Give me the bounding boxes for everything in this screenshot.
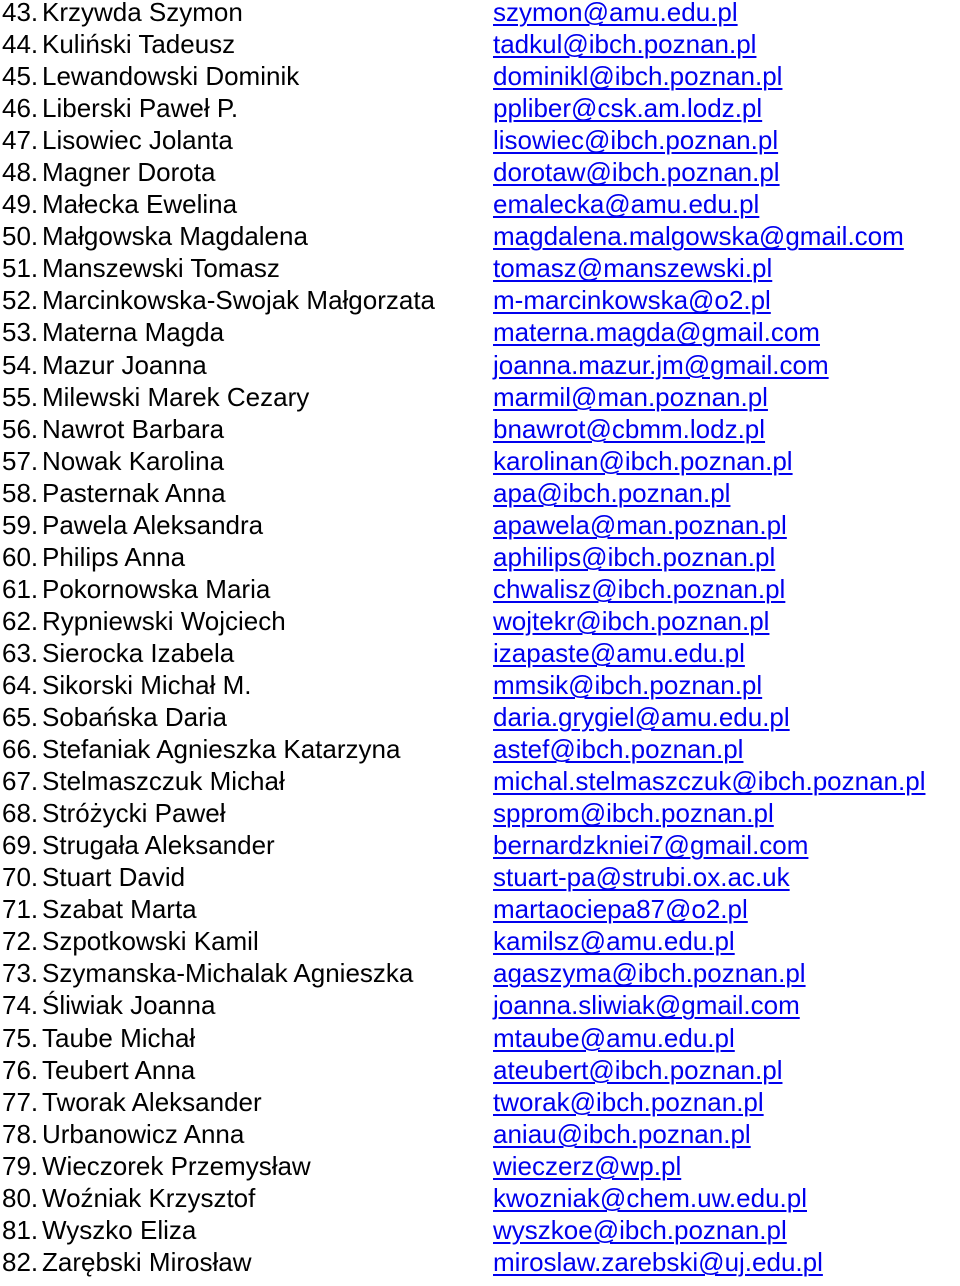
email-link[interactable]: joanna.mazur.jm@gmail.com bbox=[493, 349, 829, 380]
item-number: 63. bbox=[2, 637, 39, 668]
email-link[interactable]: aniau@ibch.poznan.pl bbox=[493, 1118, 751, 1149]
email-link[interactable]: lisowiec@ibch.poznan.pl bbox=[493, 125, 779, 156]
item-number: 73. bbox=[2, 958, 39, 989]
person-name: Krzywda Szymon bbox=[42, 0, 243, 27]
email-link[interactable]: martaociepa87@o2.pl bbox=[493, 894, 748, 925]
person-name: Nowak Karolina bbox=[42, 445, 225, 476]
list-item bbox=[0, 1150, 960, 1182]
item-number: 46. bbox=[2, 93, 39, 124]
person-name: Stróżycki Paweł bbox=[42, 798, 226, 829]
item-number: 72. bbox=[2, 926, 39, 957]
person-name: Sierocka Izabela bbox=[42, 637, 235, 668]
person-name: Strugała Aleksander bbox=[42, 830, 275, 861]
item-number: 69. bbox=[2, 830, 39, 861]
list-item bbox=[0, 477, 960, 509]
list-item bbox=[0, 509, 960, 541]
item-number: 47. bbox=[2, 125, 39, 156]
item-number: 78. bbox=[2, 1118, 39, 1149]
list-item bbox=[0, 92, 960, 124]
email-link[interactable]: daria.grygiel@amu.edu.pl bbox=[493, 702, 790, 733]
person-name: Śliwiak Joanna bbox=[42, 990, 216, 1021]
person-name: Woźniak Krzysztof bbox=[42, 1182, 256, 1213]
list-item bbox=[0, 829, 960, 861]
person-name: Wieczorek Przemysław bbox=[42, 1150, 311, 1181]
list-item bbox=[0, 124, 960, 156]
list-item bbox=[0, 765, 960, 797]
email-link[interactable]: wieczerz@wp.pl bbox=[493, 1150, 682, 1181]
list-item bbox=[0, 156, 960, 188]
email-link[interactable]: michal.stelmaszczuk@ibch.poznan.pl bbox=[493, 766, 926, 797]
list-item bbox=[0, 28, 960, 60]
email-link[interactable]: karolinan@ibch.poznan.pl bbox=[493, 445, 793, 476]
list-item bbox=[0, 413, 960, 445]
email-link[interactable]: tworak@ibch.poznan.pl bbox=[493, 1086, 764, 1117]
email-link[interactable]: apa@ibch.poznan.pl bbox=[493, 477, 731, 508]
item-number: 62. bbox=[2, 605, 39, 636]
email-link[interactable]: ppliber@csk.am.lodz.pl bbox=[493, 93, 763, 124]
person-name: Szpotkowski Kamil bbox=[42, 926, 259, 957]
email-link[interactable]: emalecka@amu.edu.pl bbox=[493, 189, 760, 220]
person-name: Stelmaszczuk Michał bbox=[42, 766, 285, 797]
list-item bbox=[0, 1022, 960, 1054]
item-number: 59. bbox=[2, 509, 39, 540]
list-item bbox=[0, 220, 960, 252]
email-link[interactable]: m-marcinkowska@o2.pl bbox=[493, 285, 771, 316]
item-number: 65. bbox=[2, 702, 39, 733]
person-name: Stefaniak Agnieszka Katarzyna bbox=[42, 734, 401, 765]
item-number: 60. bbox=[2, 541, 39, 572]
item-number: 61. bbox=[2, 573, 39, 604]
list-item bbox=[0, 701, 960, 733]
person-name: Magner Dorota bbox=[42, 157, 216, 188]
person-name: Taube Michał bbox=[42, 1022, 196, 1053]
person-name: Szymanska-Michalak Agnieszka bbox=[42, 958, 414, 989]
person-name: Nawrot Barbara bbox=[42, 413, 225, 444]
person-name: Sobańska Daria bbox=[42, 702, 227, 733]
person-name: Wyszko Eliza bbox=[42, 1214, 197, 1245]
person-name: Pokornowska Maria bbox=[42, 573, 271, 604]
email-link[interactable]: mmsik@ibch.poznan.pl bbox=[493, 669, 763, 700]
email-link[interactable]: aphilips@ibch.poznan.pl bbox=[493, 541, 776, 572]
list-item bbox=[0, 861, 960, 893]
list-item bbox=[0, 541, 960, 573]
email-link[interactable]: chwalisz@ibch.poznan.pl bbox=[493, 573, 786, 604]
item-number: 43. bbox=[2, 0, 39, 27]
item-number: 45. bbox=[2, 61, 39, 92]
person-name: Szabat Marta bbox=[42, 894, 197, 925]
list-item bbox=[0, 1118, 960, 1150]
list-item bbox=[0, 188, 960, 220]
person-name: Teubert Anna bbox=[42, 1054, 196, 1085]
item-number: 57. bbox=[2, 445, 39, 476]
email-link[interactable]: dorotaw@ibch.poznan.pl bbox=[493, 157, 780, 188]
person-name: Manszewski Tomasz bbox=[42, 253, 280, 284]
item-number: 77. bbox=[2, 1086, 39, 1117]
item-number: 75. bbox=[2, 1022, 39, 1053]
item-number: 52. bbox=[2, 285, 39, 316]
email-link[interactable]: izapaste@amu.edu.pl bbox=[493, 637, 745, 668]
item-number: 71. bbox=[2, 894, 39, 925]
email-link[interactable]: joanna.sliwiak@gmail.com bbox=[493, 990, 800, 1021]
person-name: Tworak Aleksander bbox=[42, 1086, 262, 1117]
email-link[interactable]: ateubert@ibch.poznan.pl bbox=[493, 1054, 783, 1085]
list-item bbox=[0, 1182, 960, 1214]
list-item bbox=[0, 957, 960, 989]
email-link[interactable]: miroslaw.zarebski@uj.edu.pl bbox=[493, 1246, 823, 1277]
list-item bbox=[0, 637, 960, 669]
item-number: 80. bbox=[2, 1182, 39, 1213]
email-link[interactable]: wyszkoe@ibch.poznan.pl bbox=[493, 1214, 787, 1245]
item-number: 55. bbox=[2, 381, 39, 412]
item-number: 82. bbox=[2, 1246, 39, 1277]
email-link[interactable]: agaszyma@ibch.poznan.pl bbox=[493, 958, 806, 989]
email-link[interactable]: szymon@amu.edu.pl bbox=[493, 0, 738, 27]
list-item bbox=[0, 1086, 960, 1118]
item-number: 66. bbox=[2, 734, 39, 765]
item-number: 81. bbox=[2, 1214, 39, 1245]
item-number: 79. bbox=[2, 1150, 39, 1181]
list-item bbox=[0, 445, 960, 477]
person-name: Lisowiec Jolanta bbox=[42, 125, 233, 156]
item-number: 68. bbox=[2, 798, 39, 829]
item-number: 58. bbox=[2, 477, 39, 508]
person-name: Zarębski Mirosław bbox=[42, 1246, 252, 1277]
email-link[interactable]: mtaube@amu.edu.pl bbox=[493, 1022, 735, 1053]
person-name: Kuliński Tadeusz bbox=[42, 29, 236, 60]
email-link[interactable]: tomasz@manszewski.pl bbox=[493, 253, 773, 284]
list-item bbox=[0, 349, 960, 381]
item-number: 70. bbox=[2, 862, 39, 893]
item-number: 76. bbox=[2, 1054, 39, 1085]
list-item bbox=[0, 0, 960, 28]
person-name: Philips Anna bbox=[42, 541, 186, 572]
item-number: 53. bbox=[2, 317, 39, 348]
email-link[interactable]: kamilsz@amu.edu.pl bbox=[493, 926, 735, 957]
item-number: 44. bbox=[2, 29, 39, 60]
item-number: 67. bbox=[2, 766, 39, 797]
item-number: 54. bbox=[2, 349, 39, 380]
email-link[interactable]: spprom@ibch.poznan.pl bbox=[493, 798, 774, 829]
person-name: Sikorski Michał M. bbox=[42, 669, 252, 700]
list-item bbox=[0, 893, 960, 925]
item-number: 50. bbox=[2, 221, 39, 252]
list-item bbox=[0, 381, 960, 413]
email-link[interactable]: wojtekr@ibch.poznan.pl bbox=[493, 605, 770, 636]
list-item bbox=[0, 573, 960, 605]
email-link[interactable]: materna.magda@gmail.com bbox=[493, 317, 820, 348]
person-name: Stuart David bbox=[42, 862, 186, 893]
item-number: 64. bbox=[2, 669, 39, 700]
person-name: Materna Magda bbox=[42, 317, 225, 348]
email-link[interactable]: tadkul@ibch.poznan.pl bbox=[493, 29, 757, 60]
list-item bbox=[0, 316, 960, 348]
person-name: Urbanowicz Anna bbox=[42, 1118, 245, 1149]
person-name: Małecka Ewelina bbox=[42, 189, 238, 220]
email-link[interactable]: bernardzkniei7@gmail.com bbox=[493, 830, 809, 861]
email-link[interactable]: magdalena.malgowska@gmail.com bbox=[493, 221, 904, 252]
person-name: Milewski Marek Cezary bbox=[42, 381, 310, 412]
person-name: Pasternak Anna bbox=[42, 477, 226, 508]
person-name: Małgowska Magdalena bbox=[42, 221, 308, 252]
email-link[interactable]: dominikl@ibch.poznan.pl bbox=[493, 61, 783, 92]
list-item bbox=[0, 925, 960, 957]
list-item bbox=[0, 60, 960, 92]
person-name: Liberski Paweł P. bbox=[42, 93, 239, 124]
list-item bbox=[0, 1246, 960, 1278]
email-link[interactable]: marmil@man.poznan.pl bbox=[493, 381, 768, 412]
item-number: 51. bbox=[2, 253, 39, 284]
person-name: Marcinkowska-Swojak Małgorzata bbox=[42, 285, 436, 316]
list-item bbox=[0, 1214, 960, 1246]
list-item bbox=[0, 252, 960, 284]
list-item bbox=[0, 605, 960, 637]
email-link[interactable]: apawela@man.poznan.pl bbox=[493, 509, 787, 540]
list-item bbox=[0, 669, 960, 701]
list-item bbox=[0, 797, 960, 829]
item-number: 49. bbox=[2, 189, 39, 220]
email-link[interactable]: bnawrot@cbmm.lodz.pl bbox=[493, 413, 766, 444]
person-name: Lewandowski Dominik bbox=[42, 61, 300, 92]
email-link[interactable]: kwozniak@chem.uw.edu.pl bbox=[493, 1182, 807, 1213]
list-item bbox=[0, 733, 960, 765]
person-name: Pawela Aleksandra bbox=[42, 509, 264, 540]
list-item bbox=[0, 989, 960, 1021]
person-name: Mazur Joanna bbox=[42, 349, 207, 380]
item-number: 74. bbox=[2, 990, 39, 1021]
list-item bbox=[0, 1054, 960, 1086]
list-item bbox=[0, 284, 960, 316]
email-link[interactable]: astef@ibch.poznan.pl bbox=[493, 734, 744, 765]
person-name: Rypniewski Wojciech bbox=[42, 605, 286, 636]
email-link[interactable]: stuart-pa@strubi.ox.ac.uk bbox=[493, 862, 790, 893]
item-number: 56. bbox=[2, 413, 39, 444]
item-number: 48. bbox=[2, 157, 39, 188]
